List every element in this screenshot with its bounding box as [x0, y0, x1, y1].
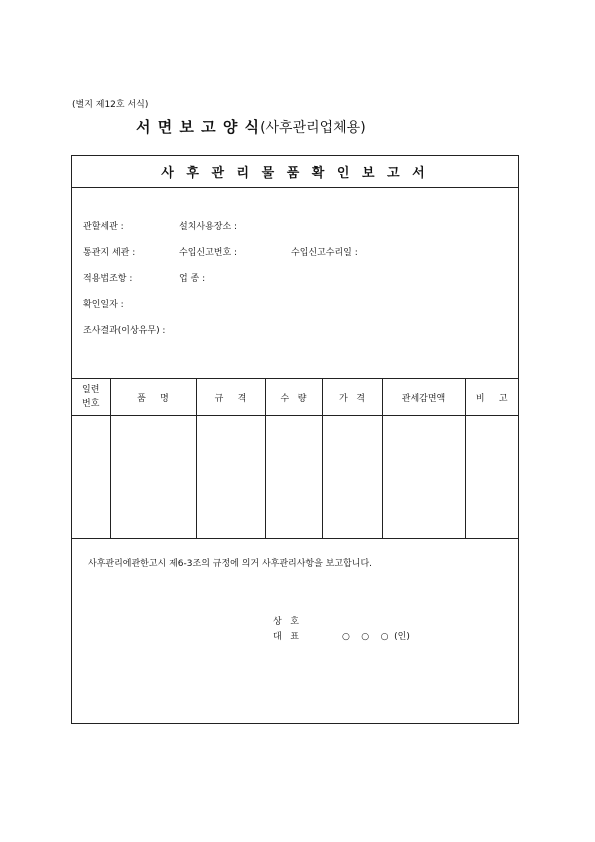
- table-row: [72, 416, 518, 539]
- cell-quantity[interactable]: [265, 416, 322, 539]
- report-statement: 사후관리에관한고시 제6-3조의 규정에 의거 사후관리사항을 보고합니다.: [88, 559, 372, 569]
- cell-duty-reduction[interactable]: [382, 416, 465, 539]
- field-applicable-law: 적용법조항 :: [83, 274, 133, 284]
- field-business-type: 업 종 :: [179, 274, 206, 284]
- cell-serial[interactable]: [72, 416, 110, 539]
- representative-seal: ○ ○ ○ (인): [342, 632, 410, 642]
- col-header-serial: 일련 번호: [72, 379, 110, 416]
- field-import-accept-date: 수입신고수리일 :: [291, 248, 358, 258]
- title-sub: (사후관리업체용): [260, 120, 366, 136]
- col-header-price: 가 격: [322, 379, 382, 416]
- cell-remarks[interactable]: [465, 416, 518, 539]
- form-title: 사 후 관 리 물 품 확 인 보 고 서: [72, 156, 518, 188]
- col-header-item-name: 품 명: [110, 379, 196, 416]
- appendix-label: (별지 제12호 서식): [72, 100, 149, 110]
- representative-label: 대 표: [273, 632, 299, 642]
- field-install-place: 설치사용장소 :: [179, 222, 238, 232]
- col-header-duty-reduction: 관세감면액: [382, 379, 465, 416]
- field-import-decl-no: 수입신고번호 :: [179, 248, 238, 258]
- report-form: [71, 155, 519, 724]
- col-header-remarks: 비 고: [465, 379, 518, 416]
- title-main: 서 면 보 고 양 식: [136, 118, 261, 136]
- table-header-row: [72, 379, 518, 416]
- field-inspection-result: 조사결과(이상유무) :: [83, 326, 166, 336]
- document-title: [136, 116, 366, 137]
- cell-spec[interactable]: [196, 416, 265, 539]
- cell-price[interactable]: [322, 416, 382, 539]
- field-check-date: 확인일자 :: [83, 300, 124, 310]
- cell-item-name[interactable]: [110, 416, 196, 539]
- field-clearance-office: 통관지 세관 :: [83, 248, 136, 258]
- field-customs-office: 관할세관 :: [83, 222, 124, 232]
- col-header-spec: 규 격: [196, 379, 265, 416]
- company-label: 상 호: [273, 617, 299, 627]
- col-header-quantity: 수 량: [265, 379, 322, 416]
- items-table: [72, 378, 518, 539]
